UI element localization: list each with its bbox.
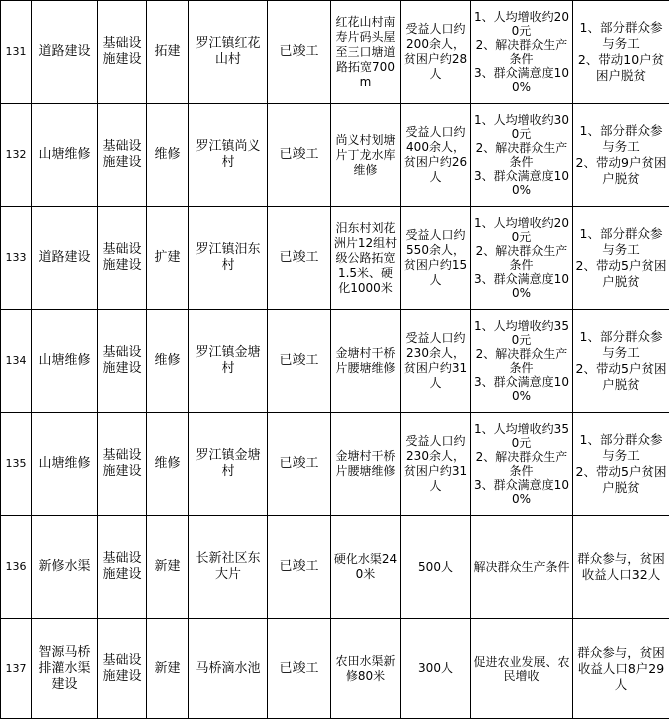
project-location: 罗江镇金塘村 bbox=[189, 413, 268, 516]
poverty-mechanism: 1、部分群众参与务工 2、带动5户贫困户脱贫 bbox=[573, 310, 669, 413]
construction-type: 新建 bbox=[147, 516, 189, 619]
construction-type: 拓建 bbox=[147, 1, 189, 104]
construction-type: 维修 bbox=[147, 413, 189, 516]
beneficiaries: 受益人口约550余人，贫困户约15人 bbox=[401, 207, 471, 310]
poverty-mechanism: 群众参与，贫困收益人口32人 bbox=[573, 516, 669, 619]
table-row bbox=[1, 310, 669, 413]
project-location: 罗江镇红花山村 bbox=[189, 1, 268, 104]
table-row bbox=[1, 619, 669, 719]
row-number: 135 bbox=[1, 413, 32, 516]
benefit-description: 促进农业发展、农民增收 bbox=[471, 619, 573, 719]
project-status: 已竣工 bbox=[268, 413, 331, 516]
project-category: 基础设施建设 bbox=[98, 207, 147, 310]
project-location: 罗江镇金塘村 bbox=[189, 310, 268, 413]
row-number: 133 bbox=[1, 207, 32, 310]
poverty-mechanism: 群众参与，贫困收益人口8户29人 bbox=[573, 619, 669, 719]
project-content: 金塘村干桥片腰塘维修 bbox=[331, 310, 401, 413]
project-category: 基础设施建设 bbox=[98, 516, 147, 619]
benefit-description: 解决群众生产条件 bbox=[471, 516, 573, 619]
table-row bbox=[1, 207, 669, 310]
project-content: 农田水渠新修80米 bbox=[331, 619, 401, 719]
project-name: 新修水渠 bbox=[32, 516, 98, 619]
project-name: 道路建设 bbox=[32, 207, 98, 310]
benefit-description: 1、人均增收约200元 2、解决群众生产条件 3、群众满意度100% bbox=[471, 207, 573, 310]
project-category: 基础设施建设 bbox=[98, 619, 147, 719]
project-name: 山塘维修 bbox=[32, 310, 98, 413]
table-row bbox=[1, 104, 669, 207]
row-number: 134 bbox=[1, 310, 32, 413]
project-content: 汨东村刘花洲片12组村级公路拓宽1.5米、硬化1000米 bbox=[331, 207, 401, 310]
beneficiaries: 受益人口约400余人，贫困户约26人 bbox=[401, 104, 471, 207]
project-location: 罗江镇汨东村 bbox=[189, 207, 268, 310]
construction-type: 维修 bbox=[147, 310, 189, 413]
project-status: 已竣工 bbox=[268, 516, 331, 619]
poverty-mechanism: 1、部分群众参与务工 2、带动9户贫困户脱贫 bbox=[573, 104, 669, 207]
project-category: 基础设施建设 bbox=[98, 1, 147, 104]
table-body bbox=[1, 1, 669, 719]
row-number: 137 bbox=[1, 619, 32, 719]
project-status: 已竣工 bbox=[268, 310, 331, 413]
project-content: 金塘村干桥片腰塘维修 bbox=[331, 413, 401, 516]
project-location: 长新社区东大片 bbox=[189, 516, 268, 619]
project-category: 基础设施建设 bbox=[98, 310, 147, 413]
row-number: 136 bbox=[1, 516, 32, 619]
project-content: 硬化水渠240米 bbox=[331, 516, 401, 619]
table-row bbox=[1, 413, 669, 516]
project-location: 罗江镇尚义村 bbox=[189, 104, 268, 207]
poverty-mechanism: 1、部分群众参与务工 2、带动5户贫困户脱贫 bbox=[573, 207, 669, 310]
table-row bbox=[1, 1, 669, 104]
project-name: 智源马桥排灌水渠建设 bbox=[32, 619, 98, 719]
beneficiaries: 受益人口约230余人，贫困户约31人 bbox=[401, 310, 471, 413]
project-content: 红花山村南寿片码头屋至三口塘道路拓宽700m bbox=[331, 1, 401, 104]
project-status: 已竣工 bbox=[268, 619, 331, 719]
beneficiaries: 500人 bbox=[401, 516, 471, 619]
project-status: 已竣工 bbox=[268, 207, 331, 310]
row-number: 131 bbox=[1, 1, 32, 104]
project-content: 尚义村划塘片丁龙水库维修 bbox=[331, 104, 401, 207]
project-category: 基础设施建设 bbox=[98, 413, 147, 516]
poverty-mechanism: 1、部分群众参与务工 2、带动10户贫困户脱贫 bbox=[573, 1, 669, 104]
project-status: 已竣工 bbox=[268, 104, 331, 207]
beneficiaries: 300人 bbox=[401, 619, 471, 719]
construction-type: 新建 bbox=[147, 619, 189, 719]
project-status: 已竣工 bbox=[268, 1, 331, 104]
benefit-description: 1、人均增收约350元 2、解决群众生产条件 3、群众满意度100% bbox=[471, 413, 573, 516]
project-location: 马桥滴水池 bbox=[189, 619, 268, 719]
table-row bbox=[1, 516, 669, 619]
benefit-description: 1、人均增收约200元 2、解决群众生产条件 3、群众满意度100% bbox=[471, 1, 573, 104]
beneficiaries: 受益人口约200余人，贫困户约28人 bbox=[401, 1, 471, 104]
beneficiaries: 受益人口约230余人，贫困户约31人 bbox=[401, 413, 471, 516]
project-name: 道路建设 bbox=[32, 1, 98, 104]
row-number: 132 bbox=[1, 104, 32, 207]
construction-type: 扩建 bbox=[147, 207, 189, 310]
construction-type: 维修 bbox=[147, 104, 189, 207]
poverty-mechanism: 1、部分群众参与务工 2、带动5户贫困户脱贫 bbox=[573, 413, 669, 516]
project-name: 山塘维修 bbox=[32, 104, 98, 207]
project-name: 山塘维修 bbox=[32, 413, 98, 516]
benefit-description: 1、人均增收约350元 2、解决群众生产条件 3、群众满意度100% bbox=[471, 310, 573, 413]
project-category: 基础设施建设 bbox=[98, 104, 147, 207]
benefit-description: 1、人均增收约300元 2、解决群众生产条件 3、群众满意度100% bbox=[471, 104, 573, 207]
